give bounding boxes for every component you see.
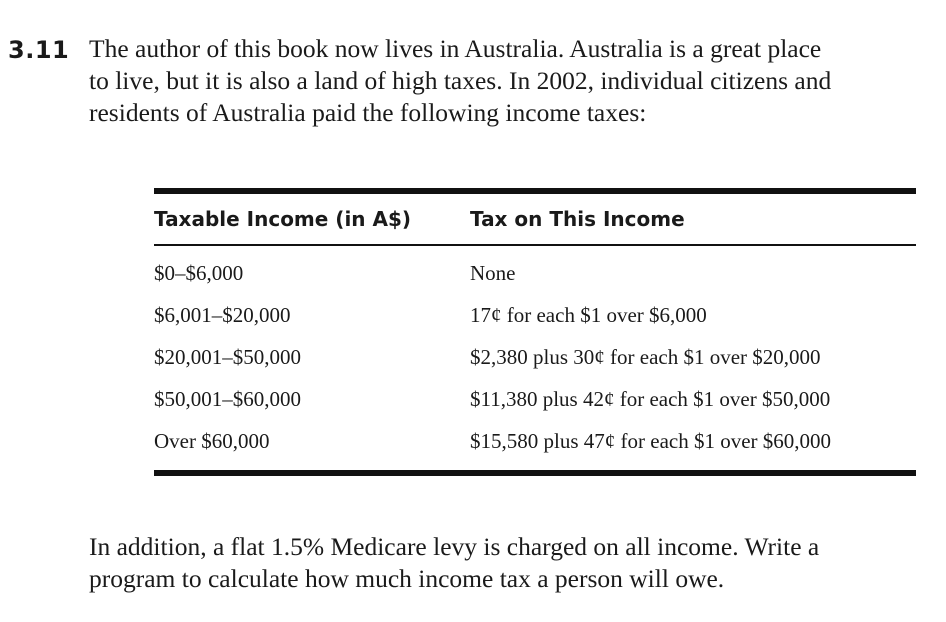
table-header-row	[154, 194, 916, 244]
intro-line: The author of this book now lives in Australia. Australia is a great place	[89, 34, 822, 63]
tax-rule: $15,580 plus 47¢ for each $1 over $60,000	[470, 428, 832, 453]
tax-rule: $11,380 plus 42¢ for each $1 over $50,000	[470, 386, 831, 411]
tax-rule: $2,380 plus 30¢ for each $1 over $20,000	[470, 344, 821, 369]
tax-table	[154, 188, 916, 476]
header-taxable-income: Taxable Income (in A$)	[154, 207, 412, 231]
income-bracket: $6,001–$20,000	[154, 302, 291, 327]
table-bottom-rule	[154, 470, 916, 476]
intro-line: residents of Australia paid the following income taxes:	[89, 98, 647, 127]
table-row	[154, 294, 916, 336]
problem-intro	[89, 33, 924, 129]
tax-rule: 17¢ for each $1 over $6,000	[470, 302, 707, 327]
table-row	[154, 378, 916, 420]
income-bracket: $20,001–$50,000	[154, 344, 301, 369]
problem-closing	[89, 531, 924, 595]
table-row	[154, 252, 916, 294]
header-tax-on-income: Tax on This Income	[470, 207, 685, 231]
income-bracket: Over $60,000	[154, 428, 270, 453]
income-bracket: $50,001–$60,000	[154, 386, 301, 411]
table-row	[154, 336, 916, 378]
table-body	[154, 246, 916, 470]
intro-line: to live, but it is also a land of high taxes. In 2002, individual citizens and	[89, 66, 832, 95]
tax-rule: None	[470, 260, 516, 285]
table-row	[154, 420, 916, 462]
closing-line: In addition, a flat 1.5% Medicare levy is charged on all income. Write a	[89, 532, 820, 561]
problem-number: 3.11	[8, 36, 70, 64]
income-bracket: $0–$6,000	[154, 260, 244, 285]
closing-line: program to calculate how much income tax a person will owe.	[89, 564, 725, 593]
